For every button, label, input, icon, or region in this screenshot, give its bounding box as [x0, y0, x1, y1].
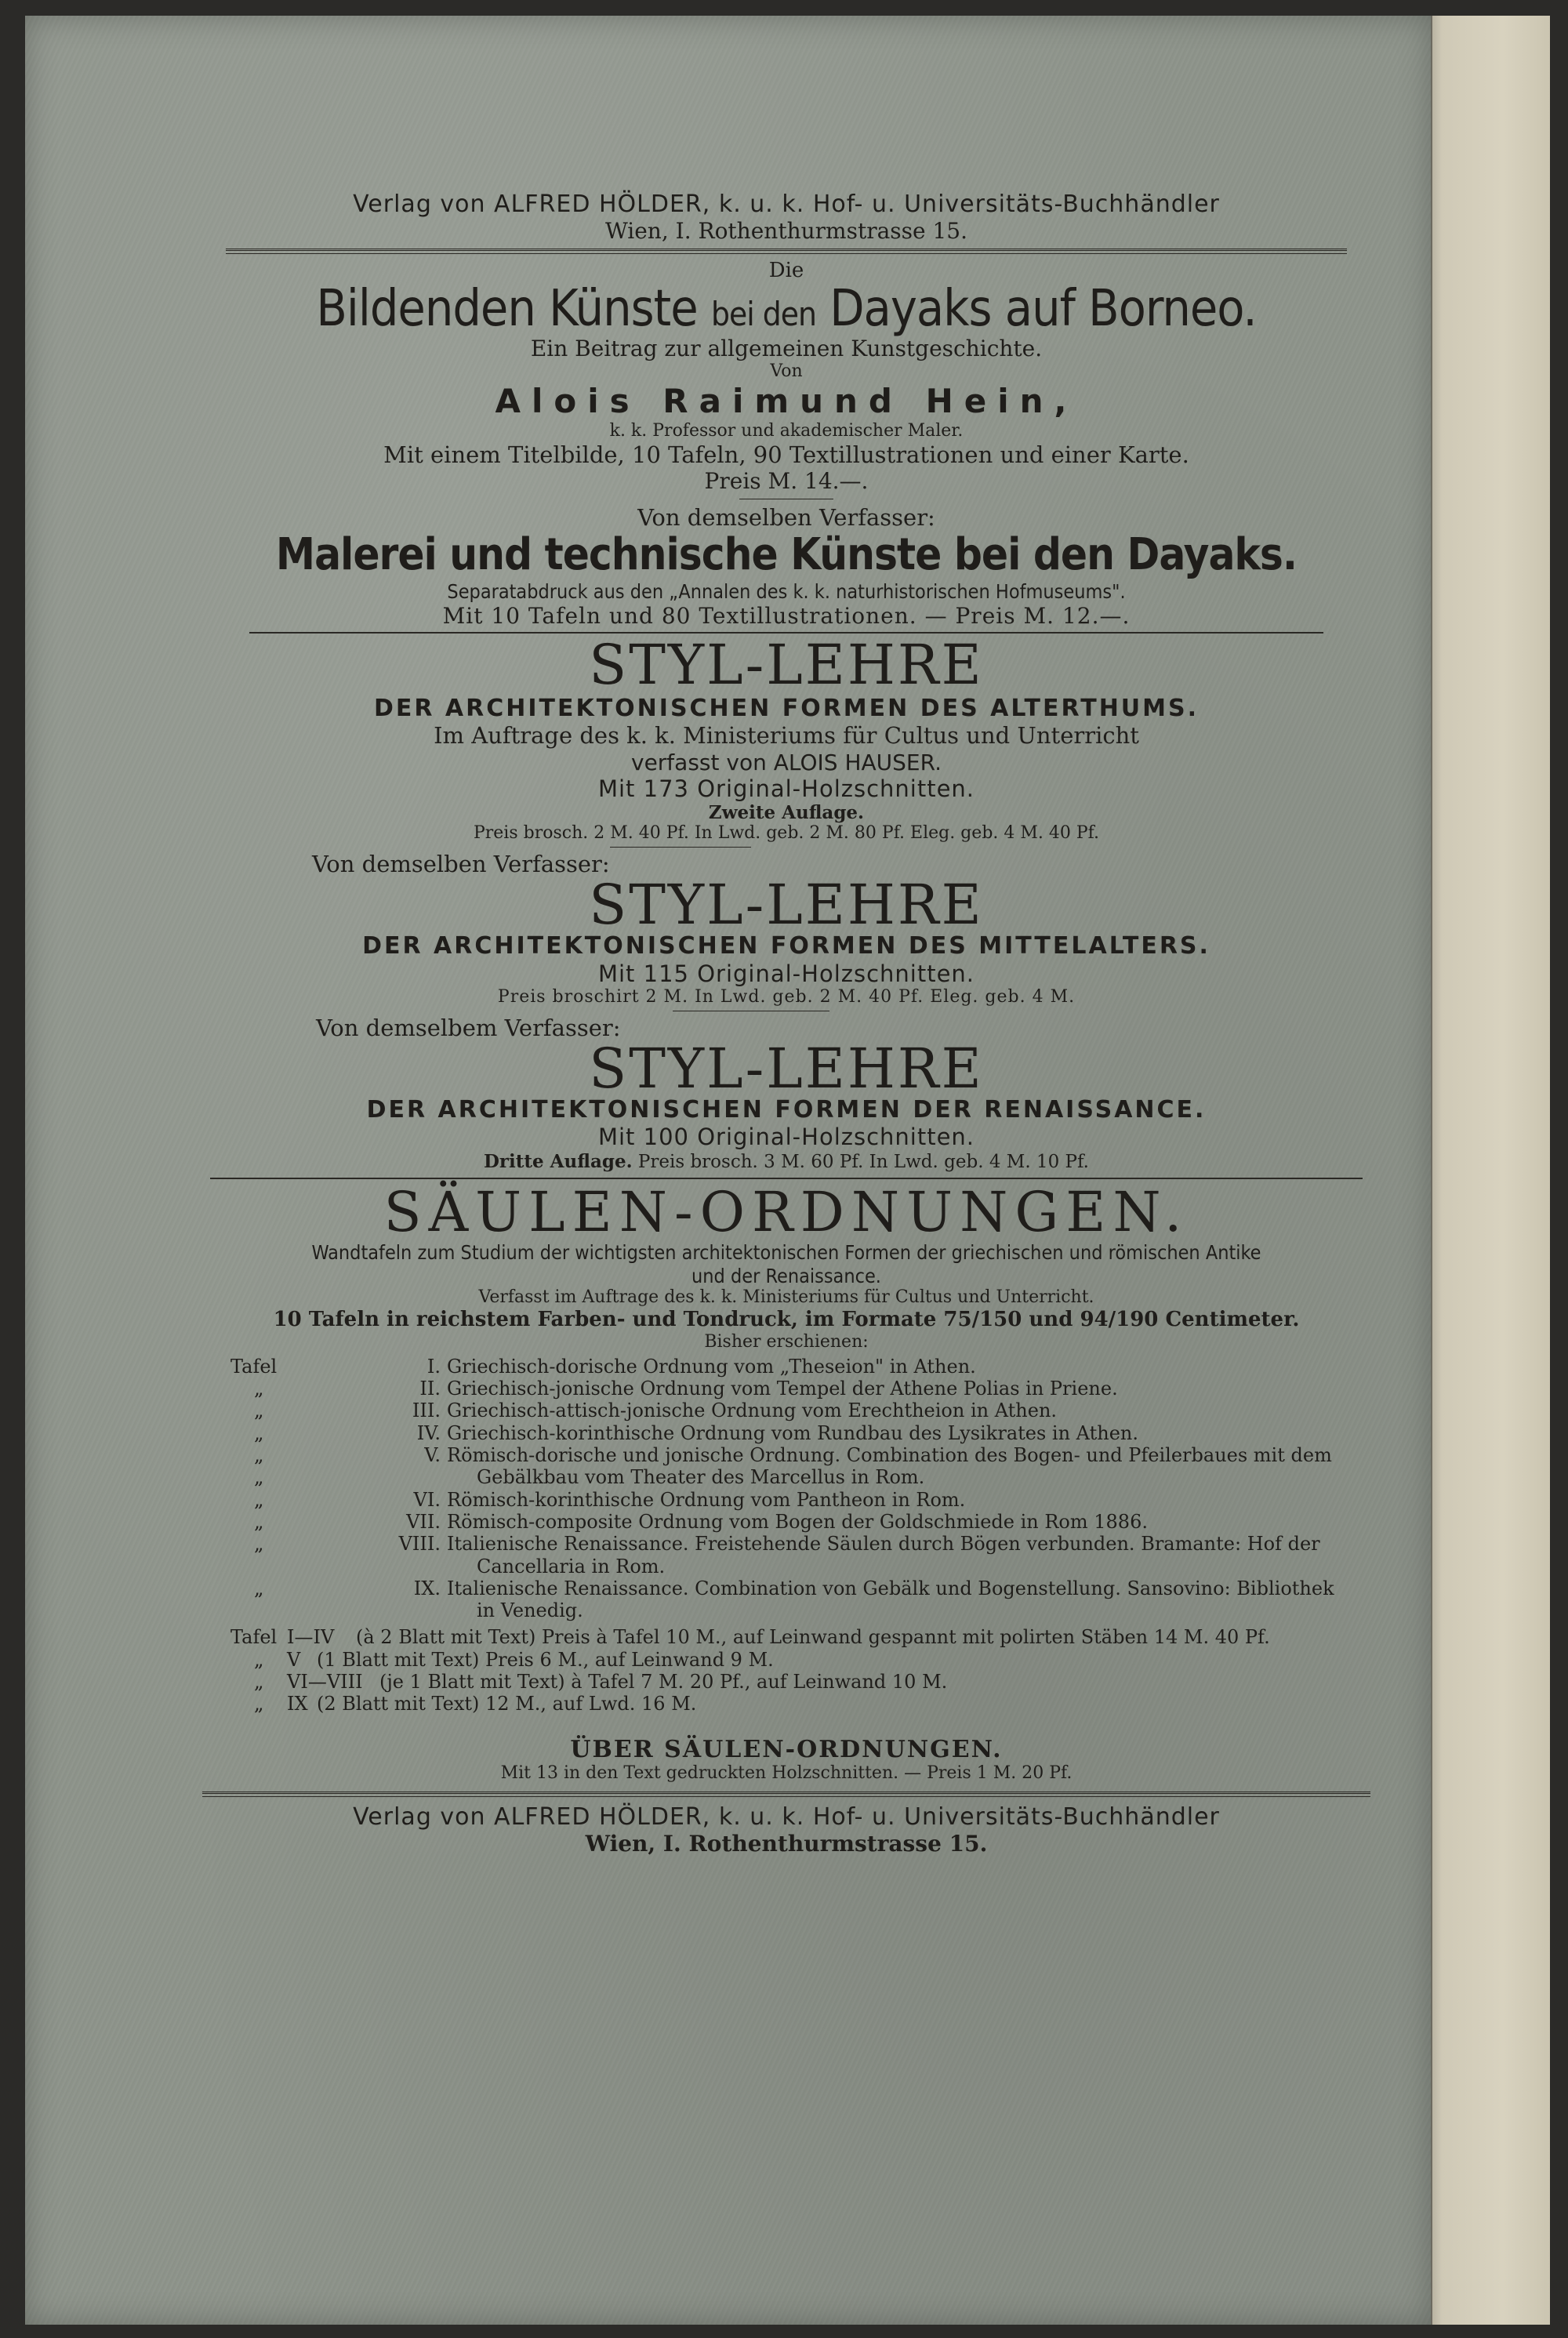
book-author-role: k. k. Professor und akademischer Maler. [609, 420, 964, 441]
publisher-header [202, 191, 1370, 244]
list-item: „ V. Römisch-dorische und jonische Ordnung. Combination des Bogen- und Pfeilerbaues mit dem [254, 1443, 1332, 1466]
styl-author: verfasst von ALOIS HAUSER. [631, 749, 942, 775]
book-price: Preis M. 14.—. [704, 467, 869, 494]
styl-edition: Zweite Auflage. [708, 801, 865, 823]
styl-subtitle: DER ARCHITEKTONISCHEN FORMEN DES ALTERTHUMS. [373, 694, 1200, 722]
list-item: „ Gebälkbau vom Theater des Marcellus in Rom. [254, 1466, 925, 1489]
list-item: „ IX. Italienische Renaissance. Combination von Gebälk und Bogenstellung. Sansovino: Bibliothek [254, 1577, 1334, 1599]
styl-commission: Im Auftrage des k. k. Ministeriums für Cultus und Unterricht [434, 722, 1139, 750]
styl-illustrations: Mit 115 Original-Holzschnitten. [597, 960, 975, 987]
book-die: Die [768, 259, 804, 283]
list-item: „ VI—VIII (je 1 Blatt mit Text) à Tafel 7 M. 20 Pf., auf Leinwand 10 M. [254, 1671, 948, 1694]
uber-line: Mit 13 in den Text gedruckten Holzschnitten. — Preis 1 M. 20 Pf. [500, 1763, 1073, 1784]
saulen-title: SÄULEN-ORDNUNGEN. [383, 1179, 1189, 1244]
page-edge [1431, 16, 1550, 2325]
list-item: „ II. Griechisch-jonische Ordnung vom Tempel der Athene Polias in Priene. [254, 1378, 1118, 1400]
list-item: „ VIII. Italienische Renaissance. Freistehende Säulen durch Bögen verbunden. Bramante: Hof der [254, 1533, 1320, 1556]
book-subtitle: Ein Beitrag zur allgemeinen Kunstgeschichte. [530, 336, 1043, 362]
saulen-desc: Wandtafeln zum Studium der wichtigsten architektonischen Formen der griechischen und römischen Antike [311, 1241, 1261, 1265]
divider [210, 1178, 1363, 1179]
price-list [230, 1626, 1370, 1715]
book-title: Malerei und technische Künste bei den Dayaks. [275, 529, 1298, 581]
styl-illustrations: Mit 173 Original-Holzschnitten. [597, 775, 975, 802]
uber-title: ÜBER SÄULEN-ORDNUNGEN. [570, 1735, 1003, 1763]
publisher-footer [202, 1803, 1370, 1857]
styl-price: Preis broschirt 2 M. In Lwd. geb. 2 M. 40 Pf. Eleg. geb. 4 M. [497, 986, 1076, 1007]
saulen-format: 10 Tafeln in reichstem Farben- und Tondruck, im Formate 75/150 und 94/190 Centimeter. [273, 1308, 1300, 1332]
list-item: Tafel I. Griechisch-dorische Ordnung vom „Theseion" in Athen. [230, 1355, 976, 1378]
divider [226, 249, 1347, 254]
book-malerei [202, 504, 1370, 629]
divider [202, 1792, 1370, 1797]
saulen-ordnungen-section [202, 1179, 1370, 1784]
book-styl-lehre-renaissance [202, 1015, 1370, 1173]
list-item: in Venedig. [477, 1599, 583, 1622]
list-item: Cancellaria in Rom. [477, 1555, 666, 1577]
styl-illustrations: Mit 100 Original-Holzschnitten. [597, 1124, 975, 1151]
publisher-line: Verlag von ALFRED HÖLDER, k. u. k. Hof- u. Universitäts-Buchhändler [353, 1803, 1220, 1832]
saulen-bisher: Bisher erschienen: [704, 1331, 869, 1352]
styl-title: STYL-LEHRE [589, 633, 984, 698]
publisher-line: Verlag von ALFRED HÖLDER, k. u. k. Hof- u. Universitäts-Buchhändler [353, 191, 1220, 218]
divider [610, 847, 751, 848]
book-styl-lehre-alterthum [202, 633, 1370, 843]
styl-price: Preis brosch. 2 M. 40 Pf. In Lwd. geb. 2 M. 80 Pf. Eleg. geb. 4 M. 40 Pf. [473, 822, 1100, 843]
saulen-commission: Verfasst im Auftrage des k. k. Ministeriums für Cultus und Unterricht. [478, 1287, 1094, 1308]
list-item: „ V (1 Blatt mit Text) Preis 6 M., auf Leinwand 9 M. [254, 1648, 774, 1671]
styl-intro: Von demselbem Verfasser: [316, 1014, 621, 1041]
book-title [202, 280, 1370, 339]
book-styl-lehre-mittelalter [202, 851, 1370, 1007]
styl-subtitle: DER ARCHITEKTONISCHEN FORMEN DES MITTELALTERS. [362, 932, 1210, 960]
list-item: „ VI. Römisch-korinthische Ordnung vom Pantheon in Rom. [254, 1488, 966, 1511]
book-note: Separatabdruck aus den „Annalen des k. k. naturhistorischen Hofmuseums". [447, 579, 1126, 603]
list-item: „ VII. Römisch-composite Ordnung vom Bogen der Goldschmiede in Rom 1886. [254, 1510, 1148, 1533]
styl-price: Preis brosch. 3 M. 60 Pf. In Lwd. geb. 4 M. 10 Pf. [637, 1151, 1089, 1172]
advertisement-page [202, 191, 1370, 1857]
list-item: „ IV. Griechisch-korinthische Ordnung vom Rundbau des Lysikrates in Athen. [254, 1421, 1138, 1444]
styl-intro: Von demselben Verfasser: [312, 850, 610, 877]
styl-subtitle: DER ARCHITEKTONISCHEN FORMEN DER RENAISSANCE. [366, 1095, 1207, 1124]
list-item: „ III. Griechisch-attisch-jonische Ordnung vom Erechtheion in Athen. [254, 1400, 1058, 1422]
book-title-c: Dayaks auf Borneo. [829, 280, 1257, 339]
publisher-address: Wien, I. Rothenthurmstrasse 15. [604, 218, 968, 245]
book-title-a: Bildenden Künste [316, 280, 698, 339]
book-contents: Mit 10 Tafeln und 80 Textillustrationen. — Preis M. 12.—. [442, 603, 1131, 630]
styl-title: STYL-LEHRE [589, 1036, 984, 1101]
publisher-address: Wien, I. Rothenthurmstrasse 15. [585, 1831, 988, 1857]
book-contents: Mit einem Titelbilde, 10 Tafeln, 90 Textillustrationen und einer Karte. [383, 441, 1189, 468]
styl-price-line [202, 1151, 1370, 1173]
styl-edition: Dritte Auflage. [483, 1150, 633, 1172]
book-author: Alois Raimund Hein, [495, 382, 1078, 421]
list-item: Tafel I—IV (à 2 Blatt mit Text) Preis à Tafel 10 M., auf Leinwand gespannt mit polirten Stäben 14 M. 40 Pf. [230, 1626, 1270, 1649]
styl-title: STYL-LEHRE [589, 873, 984, 938]
list-item: „ IX (2 Blatt mit Text) 12 M., auf Lwd. 16 M. [254, 1693, 697, 1715]
saulen-desc-cont: und der Renaissance. [691, 1264, 881, 1287]
tafel-list [230, 1356, 1370, 1622]
book-title-b: bei den [710, 295, 816, 334]
book-bildenden-kuenste [202, 259, 1370, 494]
book-von: Von [770, 361, 803, 382]
book-intro: Von demselben Verfasser: [637, 504, 935, 532]
